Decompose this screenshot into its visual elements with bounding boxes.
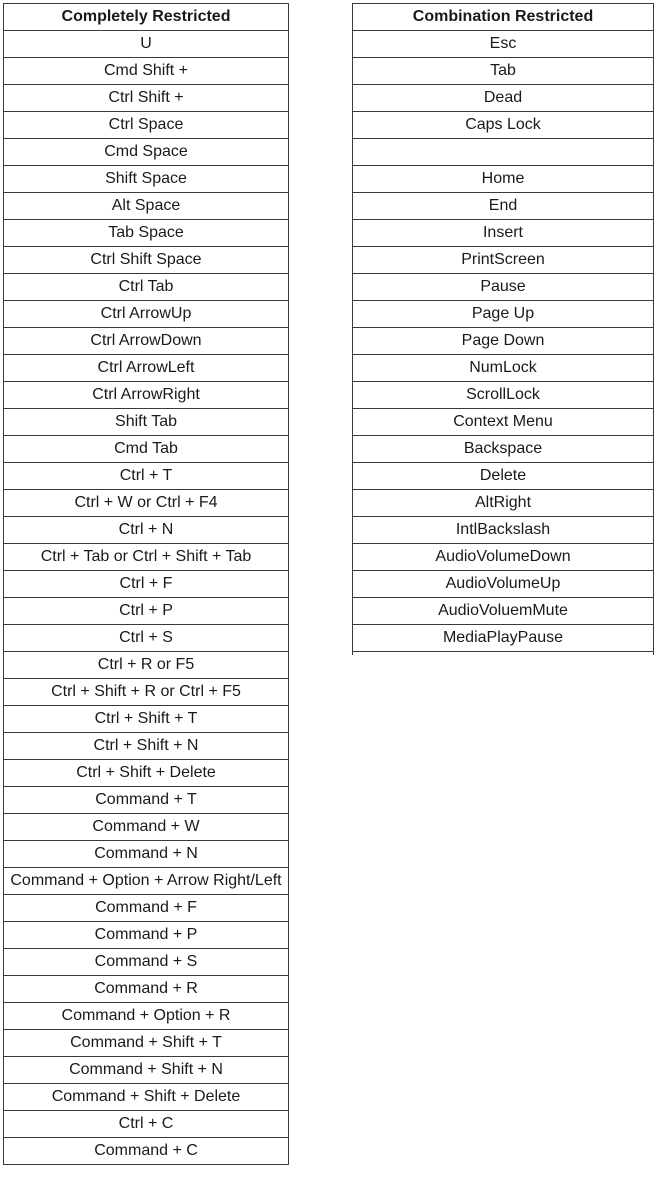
table-cell: Insert <box>353 220 654 247</box>
table-cell: Ctrl + W or Ctrl + F4 <box>4 490 289 517</box>
table-row <box>4 733 289 760</box>
table-cell: Ctrl + Shift + T <box>4 706 289 733</box>
table-row <box>4 1057 289 1084</box>
table-header-row <box>4 4 289 31</box>
table-row <box>4 841 289 868</box>
table-cell: Backspace <box>353 436 654 463</box>
table-cell: Ctrl + Tab or Ctrl + Shift + Tab <box>4 544 289 571</box>
table-cell: MediaPlayPause <box>353 625 654 652</box>
table-row <box>4 706 289 733</box>
table-cell: Esc <box>353 31 654 58</box>
table-cell: Tab Space <box>4 220 289 247</box>
table-cell: Ctrl ArrowRight <box>4 382 289 409</box>
table-cell: Command + W <box>4 814 289 841</box>
table-row <box>4 598 289 625</box>
table-cell: Ctrl + Shift + R or Ctrl + F5 <box>4 679 289 706</box>
table-row <box>4 1084 289 1111</box>
table-row <box>4 895 289 922</box>
table-cell: Ctrl + N <box>4 517 289 544</box>
table-cell: Command + T <box>4 787 289 814</box>
table-row <box>4 571 289 598</box>
table-cell: AudioVolumeDown <box>353 544 654 571</box>
table-cell: PrintScreen <box>353 247 654 274</box>
table-cell: Tab <box>353 58 654 85</box>
table-row <box>4 85 289 112</box>
table-row <box>4 436 289 463</box>
table-row <box>4 1003 289 1030</box>
table-cell: Command + Option + Arrow Right/Left <box>4 868 289 895</box>
table-row <box>353 517 654 544</box>
table-row <box>4 382 289 409</box>
table-row <box>4 625 289 652</box>
table-row <box>353 382 654 409</box>
table-cell: Context Menu <box>353 409 654 436</box>
table-row <box>4 544 289 571</box>
table-row <box>353 247 654 274</box>
table-row <box>4 922 289 949</box>
table-cell: Command + Shift + Delete <box>4 1084 289 1111</box>
table-row <box>353 31 654 58</box>
table-row <box>4 193 289 220</box>
table-cell <box>353 139 654 166</box>
table-cell: Ctrl ArrowLeft <box>4 355 289 382</box>
table-row <box>4 652 289 679</box>
table-row <box>4 301 289 328</box>
table-cell: Command + C <box>4 1138 289 1165</box>
table-cell: Cmd Tab <box>4 436 289 463</box>
table-row <box>4 1030 289 1057</box>
table-row <box>4 949 289 976</box>
table-cell: Ctrl + Shift + N <box>4 733 289 760</box>
column-header: Completely Restricted <box>4 4 289 31</box>
table-row <box>4 517 289 544</box>
table-row <box>4 355 289 382</box>
table-row <box>353 58 654 85</box>
table-row <box>4 760 289 787</box>
table-cell: Ctrl Shift + <box>4 85 289 112</box>
table-cell: NumLock <box>353 355 654 382</box>
table-row <box>4 58 289 85</box>
table-cell: Cmd Shift + <box>4 58 289 85</box>
table-cell: Ctrl ArrowUp <box>4 301 289 328</box>
table-row <box>353 301 654 328</box>
table-cell: Command + S <box>4 949 289 976</box>
table-row <box>353 139 654 166</box>
table-cell: ScrollLock <box>353 382 654 409</box>
table-row <box>353 625 654 652</box>
table-row <box>353 112 654 139</box>
table-cell: Ctrl + R or F5 <box>4 652 289 679</box>
table-row <box>4 31 289 58</box>
table-row <box>4 463 289 490</box>
table-row <box>4 247 289 274</box>
table-cell: Ctrl + F <box>4 571 289 598</box>
table-row <box>353 598 654 625</box>
table-row <box>353 355 654 382</box>
table-row <box>4 814 289 841</box>
table-row <box>4 868 289 895</box>
table-row <box>4 166 289 193</box>
table-cell: Shift Tab <box>4 409 289 436</box>
table-row <box>353 409 654 436</box>
table-row <box>4 787 289 814</box>
table-cell: Command + Shift + T <box>4 1030 289 1057</box>
table-row <box>353 166 654 193</box>
table-row <box>4 274 289 301</box>
table-cell: Ctrl Shift Space <box>4 247 289 274</box>
table-row <box>353 193 654 220</box>
table-cell: Home <box>353 166 654 193</box>
table-cell: Delete <box>353 463 654 490</box>
table-row <box>353 220 654 247</box>
table-cell: Page Up <box>353 301 654 328</box>
table-cell: Alt Space <box>4 193 289 220</box>
table-cell: Ctrl + T <box>4 463 289 490</box>
table-cell: Dead <box>353 85 654 112</box>
table-cell: Ctrl + P <box>4 598 289 625</box>
column-header: Combination Restricted <box>353 4 654 31</box>
table-row <box>353 463 654 490</box>
table-cell: Command + F <box>4 895 289 922</box>
table-row <box>353 274 654 301</box>
table-cell: Ctrl + Shift + Delete <box>4 760 289 787</box>
table-cell: U <box>4 31 289 58</box>
table-row <box>4 1111 289 1138</box>
table-row <box>4 976 289 1003</box>
table-row <box>353 85 654 112</box>
table-row <box>353 436 654 463</box>
table-header-row <box>353 4 654 31</box>
table-cell: Cmd Space <box>4 139 289 166</box>
table-cell: End <box>353 193 654 220</box>
table-cell: AltRight <box>353 490 654 517</box>
combination-restricted-table <box>352 3 654 655</box>
table-cell: Command + N <box>4 841 289 868</box>
completely-restricted-table <box>3 3 289 1165</box>
table-cell: Command + Shift + N <box>4 1057 289 1084</box>
table-cell: Command + Option + R <box>4 1003 289 1030</box>
table-row <box>4 139 289 166</box>
table-cell: Shift Space <box>4 166 289 193</box>
table-cell-empty <box>353 652 654 656</box>
table-cell: Command + P <box>4 922 289 949</box>
table-row <box>353 544 654 571</box>
table-cell: Pause <box>353 274 654 301</box>
table-row <box>4 490 289 517</box>
table-row <box>4 409 289 436</box>
table-row <box>353 490 654 517</box>
table-cell: Ctrl + S <box>4 625 289 652</box>
table-cell: IntlBackslash <box>353 517 654 544</box>
table-cell: Ctrl + C <box>4 1111 289 1138</box>
table-row <box>4 1138 289 1165</box>
table-row <box>4 220 289 247</box>
table-row <box>4 679 289 706</box>
table-row <box>353 571 654 598</box>
table-row <box>4 112 289 139</box>
table-cell: Ctrl ArrowDown <box>4 328 289 355</box>
table-row <box>353 328 654 355</box>
table-cell: Ctrl Tab <box>4 274 289 301</box>
table-cell: AudioVolumeUp <box>353 571 654 598</box>
table-row <box>4 328 289 355</box>
table-cell: AudioVoluemMute <box>353 598 654 625</box>
table-cell: Caps Lock <box>353 112 654 139</box>
table-cell: Command + R <box>4 976 289 1003</box>
table-cell: Ctrl Space <box>4 112 289 139</box>
table-cell: Page Down <box>353 328 654 355</box>
table-row-continuation <box>353 652 654 656</box>
